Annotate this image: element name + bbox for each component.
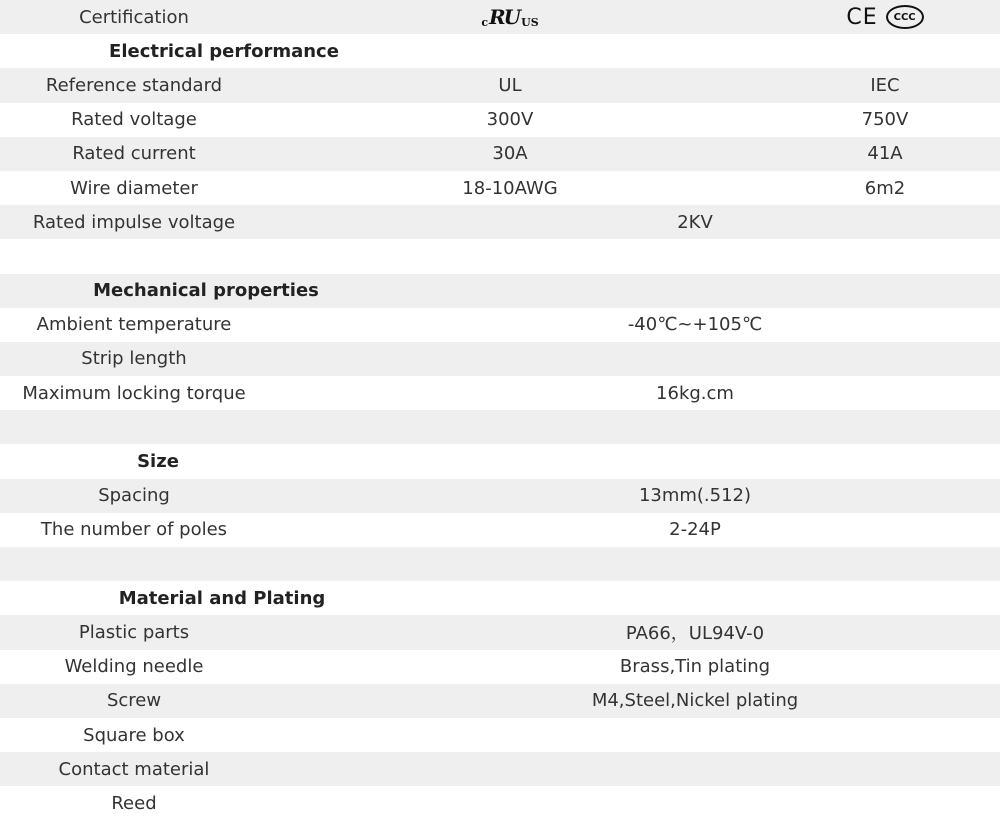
- section-header-electrical: [0, 34, 1000, 68]
- section-header-mechanical: [0, 274, 1000, 308]
- value-iec-reference-standard: IEC: [870, 74, 900, 96]
- value-strip-length: [545, 342, 845, 376]
- label-rated-impulse-voltage: Rated impulse voltage: [32, 211, 236, 233]
- value-spacing: 13mm(.512): [638, 485, 752, 507]
- label-screw: Screw: [106, 690, 162, 712]
- ce-mark-icon: CE: [846, 4, 878, 30]
- value-ul-rated-voltage: 300V: [486, 109, 534, 131]
- value-plastic-parts: PA66，UL94V-0: [625, 623, 765, 645]
- section-title-mechanical: Mechanical properties: [93, 280, 319, 302]
- label-rated-current: Rated current: [72, 143, 196, 165]
- row-screw: [0, 684, 1000, 718]
- value-iec-rated-voltage: 750V: [861, 109, 909, 131]
- value-max-locking-torque: 16kg.cm: [656, 382, 734, 404]
- ccc-mark-icon: CCC: [886, 5, 924, 29]
- label-max-locking-torque: Maximum locking torque: [22, 382, 246, 404]
- row-contact-material: [0, 752, 1000, 786]
- value-ul-reference-standard: UL: [498, 74, 522, 96]
- label-number-of-poles: The number of poles: [40, 519, 228, 541]
- section-header-material: [0, 581, 1000, 615]
- value-iec-wire-diameter: 6m2: [864, 177, 906, 199]
- ce-ccc-icon: [790, 0, 980, 34]
- certification-label: Certification: [79, 6, 189, 28]
- section-header-size: [0, 444, 1000, 478]
- label-contact-material: Contact material: [58, 758, 210, 780]
- value-rated-impulse-voltage: 2KV: [677, 211, 713, 233]
- row-rated-current: [0, 137, 1000, 171]
- label-wire-diameter: Wire diameter: [70, 177, 198, 199]
- value-square-box: [545, 718, 845, 752]
- section-title-size: Size: [137, 451, 179, 473]
- spacer-row: [0, 239, 1000, 273]
- label-plastic-parts: Plastic parts: [78, 621, 190, 643]
- label-spacing: Spacing: [98, 485, 170, 507]
- label-reference-standard: Reference standard: [45, 74, 223, 96]
- row-reed: [0, 786, 1000, 820]
- value-ul-rated-current: 30A: [492, 143, 528, 165]
- row-strip-length: [0, 342, 1000, 376]
- row-rated-impulse-voltage: [0, 205, 1000, 239]
- value-number-of-poles: 2-24P: [669, 519, 721, 541]
- section-title-electrical: Electrical performance: [109, 40, 339, 62]
- label-welding-needle: Welding needle: [64, 656, 204, 678]
- row-square-box: [0, 718, 1000, 752]
- row-ambient-temperature: [0, 308, 1000, 342]
- row-reference-standard: [0, 68, 1000, 102]
- section-title-material: Material and Plating: [118, 587, 326, 609]
- value-iec-rated-current: 41A: [867, 143, 903, 165]
- label-rated-voltage: Rated voltage: [71, 109, 197, 131]
- row-max-locking-torque: [0, 376, 1000, 410]
- row-spacing: [0, 479, 1000, 513]
- value-screw: M4,Steel,Nickel plating: [591, 690, 799, 712]
- certification-row: [0, 0, 1000, 34]
- label-strip-length: Strip length: [81, 348, 187, 370]
- row-plastic-parts: [0, 615, 1000, 649]
- label-ambient-temperature: Ambient temperature: [36, 314, 232, 336]
- label-square-box: Square box: [83, 724, 185, 746]
- spacer-row: [0, 410, 1000, 444]
- label-reed: Reed: [111, 792, 157, 814]
- spacer-row: [0, 547, 1000, 581]
- value-reed: [545, 786, 845, 820]
- ul-recognized-icon: c RU US: [481, 5, 539, 30]
- row-wire-diameter: [0, 171, 1000, 205]
- row-rated-voltage: [0, 103, 1000, 137]
- value-welding-needle: Brass,Tin plating: [619, 656, 771, 678]
- row-welding-needle: [0, 650, 1000, 684]
- value-ambient-temperature: -40℃~+105℃: [627, 314, 763, 336]
- value-ul-wire-diameter: 18-10AWG: [462, 177, 558, 199]
- row-number-of-poles: [0, 513, 1000, 547]
- value-contact-material: [545, 752, 845, 786]
